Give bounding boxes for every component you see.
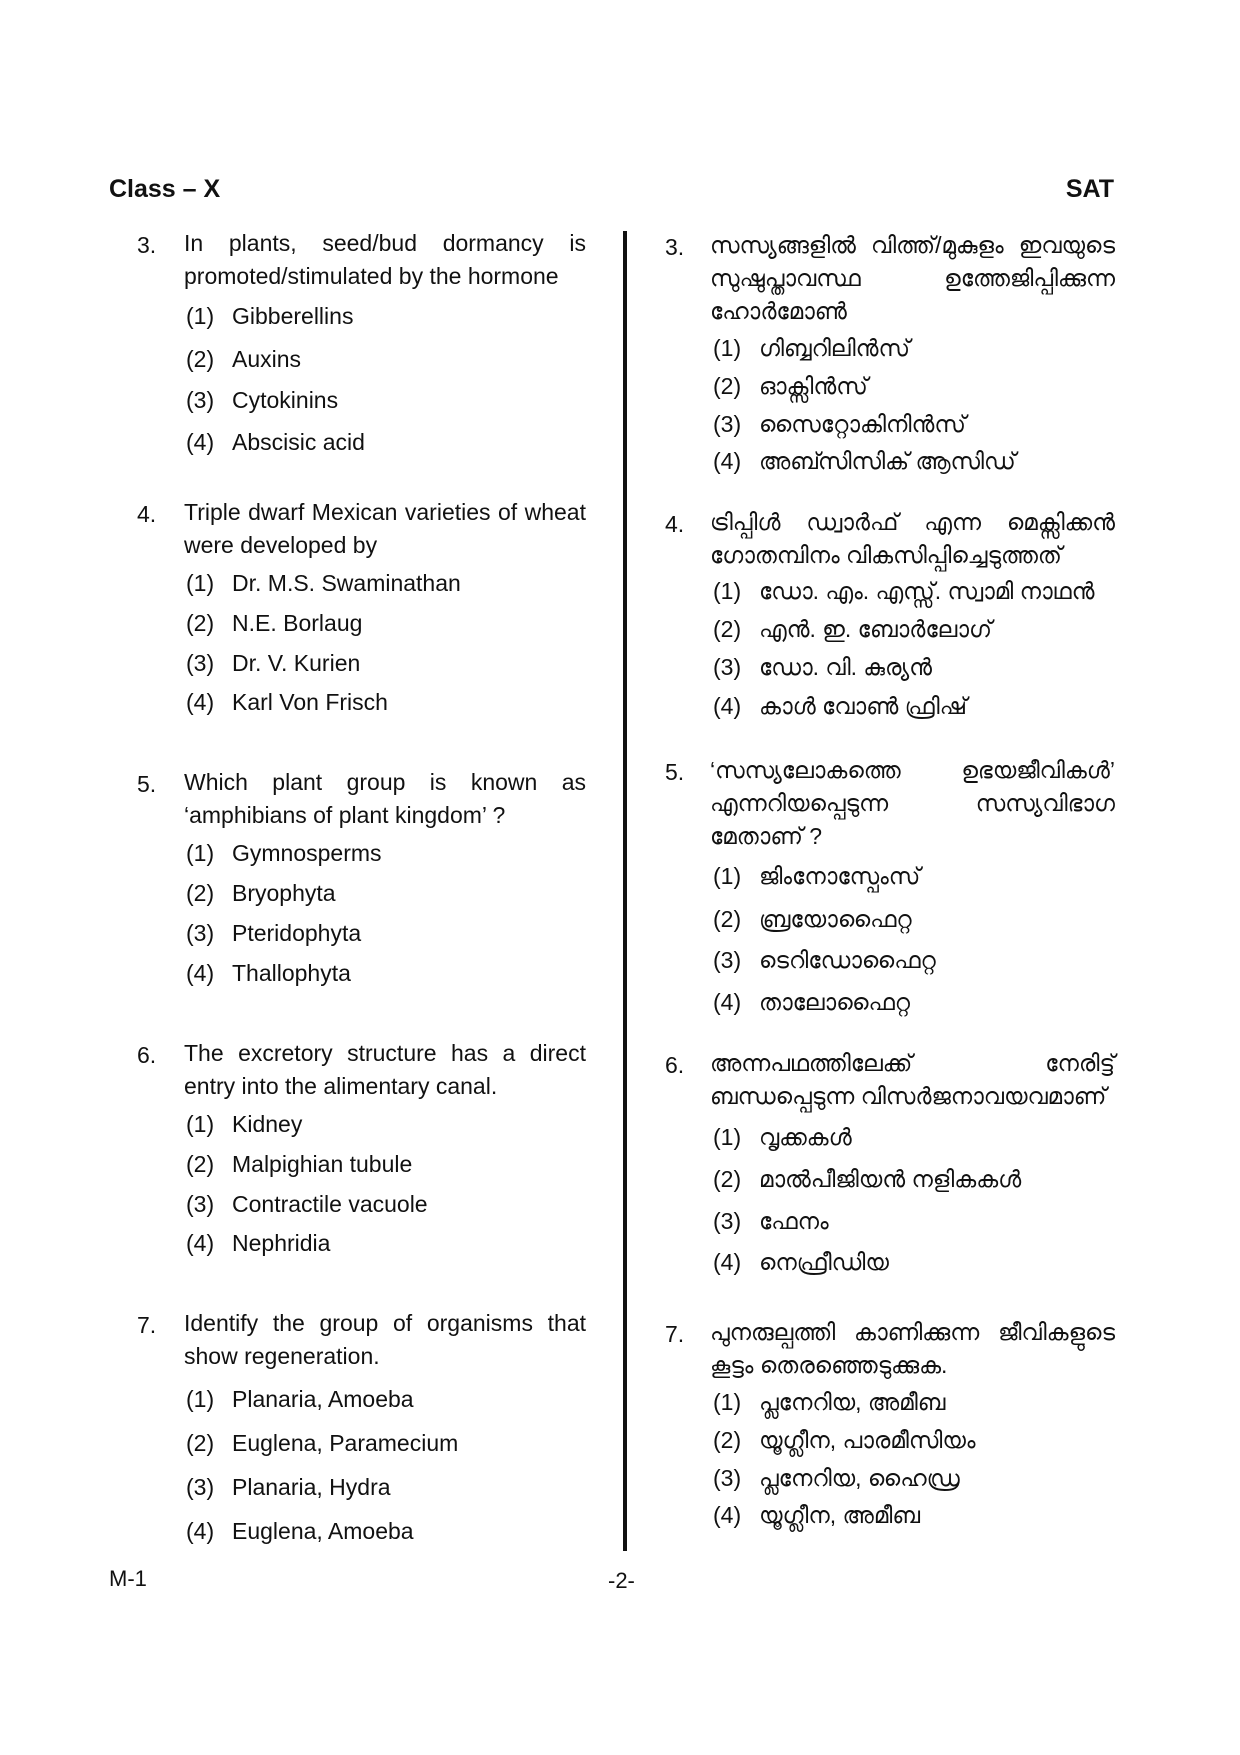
answer-option [186, 650, 360, 677]
option-number: (2) [186, 346, 215, 372]
option-number: (3) [186, 1191, 215, 1217]
question-text: ട്രിപ്പിൾ ഡ്വാർഫ് എന്ന മെക്സിക്കൻ ഗോതമ്പിനം വികസിപ്പിച്ചെടുത്തത് [710, 509, 1115, 568]
answer-option [713, 693, 967, 720]
option-text: ഗിബ്ബറിലിൻസ് [759, 335, 910, 361]
answer-option [713, 947, 936, 974]
option-text: Thallophyta [232, 960, 351, 986]
option-text: Euglena, Paramecium [232, 1430, 459, 1456]
question-number: 7. [137, 1312, 157, 1338]
question-text: അന്നപഥത്തിലേക്ക് നേരിട്ട് ബന്ധപ്പെടുന്ന വിസർജനാവയവമാണ് [710, 1050, 1115, 1109]
answer-option [186, 1111, 302, 1138]
answer-option [186, 570, 461, 597]
answer-option [713, 1208, 829, 1235]
option-text: യൂഗ്ലീന, പാരമീസിയം [759, 1427, 976, 1453]
question-number: 5. [665, 759, 685, 785]
option-text: ഓക്സിൻസ് [759, 373, 868, 399]
answer-option [186, 303, 353, 330]
option-text: Kidney [232, 1111, 303, 1137]
question-text: Triple dwarf Mexican varieties of wheat were developed by [184, 499, 586, 558]
answer-option [713, 1465, 960, 1492]
option-text: Gibberellins [232, 303, 354, 329]
option-number: (4) [713, 693, 742, 719]
option-text: ബ്രയോഫൈറ്റ [759, 906, 912, 932]
option-number: (4) [713, 448, 742, 474]
answer-option [713, 1389, 945, 1416]
question-number: 3. [665, 234, 685, 260]
option-number: (3) [186, 920, 215, 946]
option-number: (4) [186, 1230, 215, 1256]
option-text: ജിംനോസ്പേംസ് [759, 863, 921, 889]
class-label: Class – X [109, 175, 221, 203]
option-text: Nephridia [232, 1230, 331, 1256]
answer-option [186, 1151, 412, 1178]
answer-option [186, 880, 336, 907]
option-text: Pteridophyta [232, 920, 362, 946]
option-number: (3) [713, 654, 742, 680]
option-text: വൃക്കകൾ [759, 1124, 852, 1150]
answer-option [713, 1124, 852, 1151]
option-text: ഡോ. വി. കുര്യൻ [759, 654, 933, 680]
option-number: (2) [713, 906, 742, 932]
question-number: 5. [137, 771, 157, 797]
option-number: (1) [713, 863, 742, 889]
answer-option [713, 448, 1016, 475]
question-text: The excretory structure has a direct entry into the alimentary canal. [184, 1040, 586, 1099]
answer-option [186, 840, 382, 867]
answer-option [713, 411, 966, 438]
column-divider [623, 231, 627, 1551]
option-number: (4) [186, 1518, 215, 1544]
answer-option [186, 1191, 428, 1218]
answer-option [186, 1474, 391, 1501]
question-text: ‘സസ്യലോകത്തെ ഉഭയജീവികൾ’ എന്നറിയപ്പെടുന്ന സസ്യവിഭാഗ മേതാണ് ? [710, 757, 1115, 849]
option-number: (2) [713, 1166, 742, 1192]
option-number: (1) [186, 303, 215, 329]
option-number: (1) [186, 840, 215, 866]
answer-option [186, 689, 388, 716]
question-number: 3. [137, 232, 157, 258]
option-number: (2) [713, 1427, 742, 1453]
option-text: എൻ. ഇ. ബോർലോഗ് [759, 616, 992, 642]
option-number: (4) [186, 689, 215, 715]
answer-option [186, 920, 361, 947]
option-text: ഡോ. എം. എസ്സ്. സ്വാമി നാഥൻ [759, 578, 1095, 604]
answer-option [713, 989, 910, 1016]
option-text: Planaria, Hydra [232, 1474, 391, 1500]
question-text: Identify the group of organisms that show regeneration. [184, 1310, 586, 1369]
option-number: (3) [186, 1474, 215, 1500]
option-text: ഫേനം [759, 1208, 829, 1234]
option-number: (2) [713, 373, 742, 399]
option-number: (2) [186, 1151, 215, 1177]
option-number: (1) [713, 335, 742, 361]
option-text: താലോഫൈറ്റ [759, 989, 911, 1015]
option-text: Karl Von Frisch [232, 689, 388, 715]
answer-option [186, 610, 362, 637]
exam-label: SAT [1065, 175, 1114, 203]
question-number: 4. [137, 501, 157, 527]
option-text: സൈറ്റോകിനിൻസ് [759, 411, 966, 437]
option-text: പ്ലനേറിയ, അമീബ [759, 1389, 946, 1415]
option-number: (1) [713, 1389, 742, 1415]
answer-option [186, 1430, 458, 1457]
answer-option [186, 1518, 414, 1545]
option-text: Cytokinins [232, 387, 339, 413]
answer-option [186, 1230, 330, 1257]
answer-option [186, 960, 351, 987]
answer-option [713, 1166, 1021, 1193]
answer-option [186, 346, 301, 373]
option-number: (3) [713, 947, 742, 973]
option-text: N.E. Borlaug [232, 610, 363, 636]
option-number: (4) [713, 989, 742, 1015]
option-text: Contractile vacuole [232, 1191, 428, 1217]
option-text: Euglena, Amoeba [232, 1518, 414, 1544]
option-number: (4) [186, 429, 215, 455]
option-text: Malpighian tubule [232, 1151, 413, 1177]
answer-option [713, 1427, 976, 1454]
answer-option [713, 335, 910, 362]
option-text: മാൽപീജിയൻ നളികകൾ [759, 1166, 1022, 1192]
option-text: Planaria, Amoeba [232, 1386, 414, 1412]
option-number: (1) [186, 1111, 215, 1137]
question-number: 6. [665, 1052, 685, 1078]
option-number: (2) [186, 880, 215, 906]
option-number: (4) [713, 1502, 742, 1528]
option-text: Dr. V. Kurien [232, 650, 361, 676]
option-number: (2) [186, 610, 215, 636]
option-number: (2) [713, 616, 742, 642]
option-text: Gymnosperms [232, 840, 382, 866]
answer-option [713, 906, 912, 933]
option-number: (3) [186, 387, 215, 413]
option-text: Bryophyta [232, 880, 336, 906]
answer-option [713, 578, 1094, 605]
option-text: Auxins [232, 346, 302, 372]
question-text: Which plant group is known as ‘amphibians of plant kingdom’ ? [184, 769, 586, 828]
option-text: യൂഗ്ലീന, അമീബ [759, 1502, 921, 1528]
option-number: (3) [713, 1208, 742, 1234]
question-text: In plants, seed/bud dormancy is promoted/stimulated by the hormone [184, 230, 586, 289]
option-number: (1) [186, 1386, 215, 1412]
option-text: നെഫ്രീഡിയ [759, 1249, 889, 1275]
option-number: (3) [186, 650, 215, 676]
answer-option [713, 863, 920, 890]
option-number: (1) [713, 578, 742, 604]
option-number: (1) [186, 570, 215, 596]
option-text: Abscisic acid [232, 429, 365, 455]
question-text: പുനരുല്പത്തി കാണിക്കുന്ന ജീവികളുടെ കൂട്ടം തെരഞ്ഞെടുക്കുക. [710, 1319, 1115, 1378]
option-text: Dr. M.S. Swaminathan [232, 570, 461, 596]
option-number: (4) [186, 960, 215, 986]
option-number: (1) [713, 1124, 742, 1150]
answer-option [713, 1502, 920, 1529]
answer-option [186, 387, 338, 414]
option-text: അബ്സിസിക് ആസിഡ് [759, 448, 1016, 474]
answer-option [186, 1386, 414, 1413]
paper-code: M-1 [109, 1566, 147, 1591]
page-number: -2- [608, 1568, 635, 1593]
option-text: ടെറിഡോഫൈറ്റ [759, 947, 936, 973]
option-text: പ്ലനേറിയ, ഹൈഡ്ര [759, 1465, 960, 1491]
answer-option [186, 429, 365, 456]
question-number: 4. [665, 511, 685, 537]
answer-option [713, 654, 932, 681]
option-number: (3) [713, 411, 742, 437]
question-number: 6. [137, 1042, 157, 1068]
answer-option [713, 373, 868, 400]
question-text: സസ്യങ്ങളിൽ വിത്ത്/മുകുളം ഇവയുടെ സുഷുപ്താവസ്ഥ ഉത്തേജിപ്പിക്കുന്ന ഹോർമോൺ [710, 232, 1115, 324]
answer-option [713, 616, 992, 643]
option-text: കാൾ വോൺ ഫ്രിഷ് [759, 693, 967, 719]
option-number: (2) [186, 1430, 215, 1456]
answer-option [713, 1249, 889, 1276]
option-number: (4) [713, 1249, 742, 1275]
question-number: 7. [665, 1321, 685, 1347]
option-number: (3) [713, 1465, 742, 1491]
